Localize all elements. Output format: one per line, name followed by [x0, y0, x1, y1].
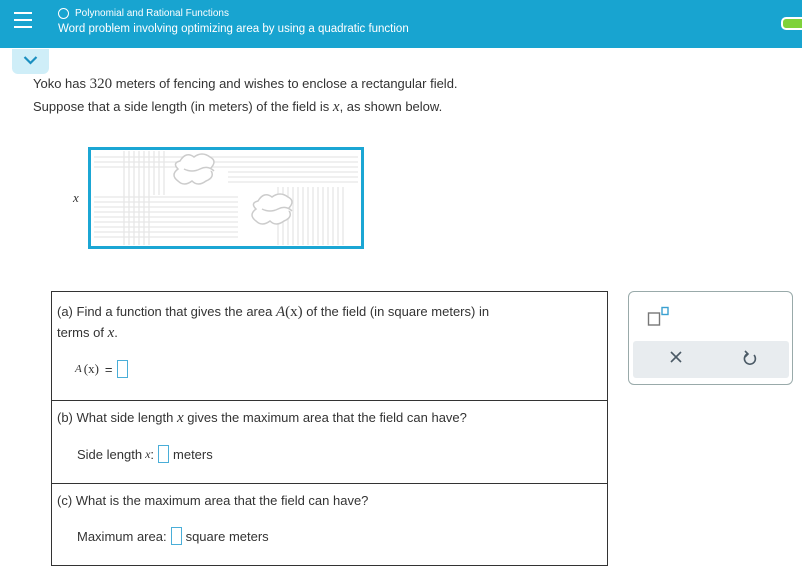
variable-x: x [145, 446, 151, 461]
question-text: of the field (in square meters) in [302, 304, 490, 319]
undo-icon[interactable] [743, 350, 757, 366]
question-text: . [114, 325, 118, 340]
clear-icon[interactable] [669, 350, 683, 364]
question-text: terms of [57, 325, 108, 340]
fencing-amount: 320 [89, 76, 113, 92]
side-length-input[interactable] [158, 445, 169, 463]
part-c-question: (c) What is the maximum area that the field can have? [57, 493, 369, 508]
field-diagram [88, 147, 364, 249]
unit-label: square meters [185, 528, 269, 544]
topic-title: Polynomial and Rational Functions [75, 7, 229, 19]
expand-toggle[interactable] [12, 49, 49, 74]
unit-label: meters [173, 446, 213, 462]
part-c-answer-row [77, 527, 269, 545]
menu-icon[interactable] [14, 12, 32, 30]
problem-text: Suppose that a side length (in meters) of the field is [33, 99, 333, 114]
side-length-label: x [73, 190, 79, 205]
area-function-input[interactable] [117, 360, 128, 378]
function-name: A [75, 363, 82, 375]
part-a-answer-row [75, 360, 132, 378]
problem-line-2 [33, 99, 442, 116]
problem-text: meters of fencing and wishes to enclose a rectangular field. [112, 76, 458, 91]
part-c-box [51, 483, 608, 566]
question-text: (a) Find a function that gives the area [57, 304, 276, 319]
progress-indicator [781, 17, 802, 30]
problem-subtitle: Word problem involving optimizing area by using a quadratic function [58, 23, 409, 35]
answer-label: Maximum area: [77, 528, 167, 544]
tool-button-bar [633, 341, 789, 378]
superscript-template-icon[interactable] [647, 306, 673, 328]
problem-text: Yoko has [33, 76, 90, 91]
function-arg: (x) [285, 304, 303, 320]
topic-row [58, 6, 229, 20]
variable-x: x [107, 325, 115, 341]
question-text: (b) What side length [57, 410, 177, 425]
problem-text: , as shown below. [339, 99, 443, 114]
equals-sign: = [104, 361, 113, 377]
chevron-down-icon [23, 55, 38, 65]
part-a-question-cont [57, 322, 118, 344]
answer-label-colon: : [150, 446, 155, 462]
part-a-question [57, 301, 489, 323]
math-toolbox [628, 291, 793, 385]
part-b-answer-row [77, 445, 213, 463]
variable-x: x [332, 99, 340, 115]
part-b-question [57, 407, 467, 429]
function-name: A [275, 304, 286, 320]
part-a-box [51, 291, 608, 401]
answer-label: Side length [77, 446, 143, 462]
max-area-input[interactable] [171, 527, 182, 545]
topic-circle-icon [58, 8, 69, 19]
header-bar [0, 0, 802, 48]
problem-line-1 [33, 76, 458, 93]
question-text: gives the maximum area that the field can have? [183, 410, 467, 425]
part-b-box [51, 400, 608, 484]
function-arg: (x) [83, 361, 99, 376]
variable-x: x [176, 410, 184, 426]
